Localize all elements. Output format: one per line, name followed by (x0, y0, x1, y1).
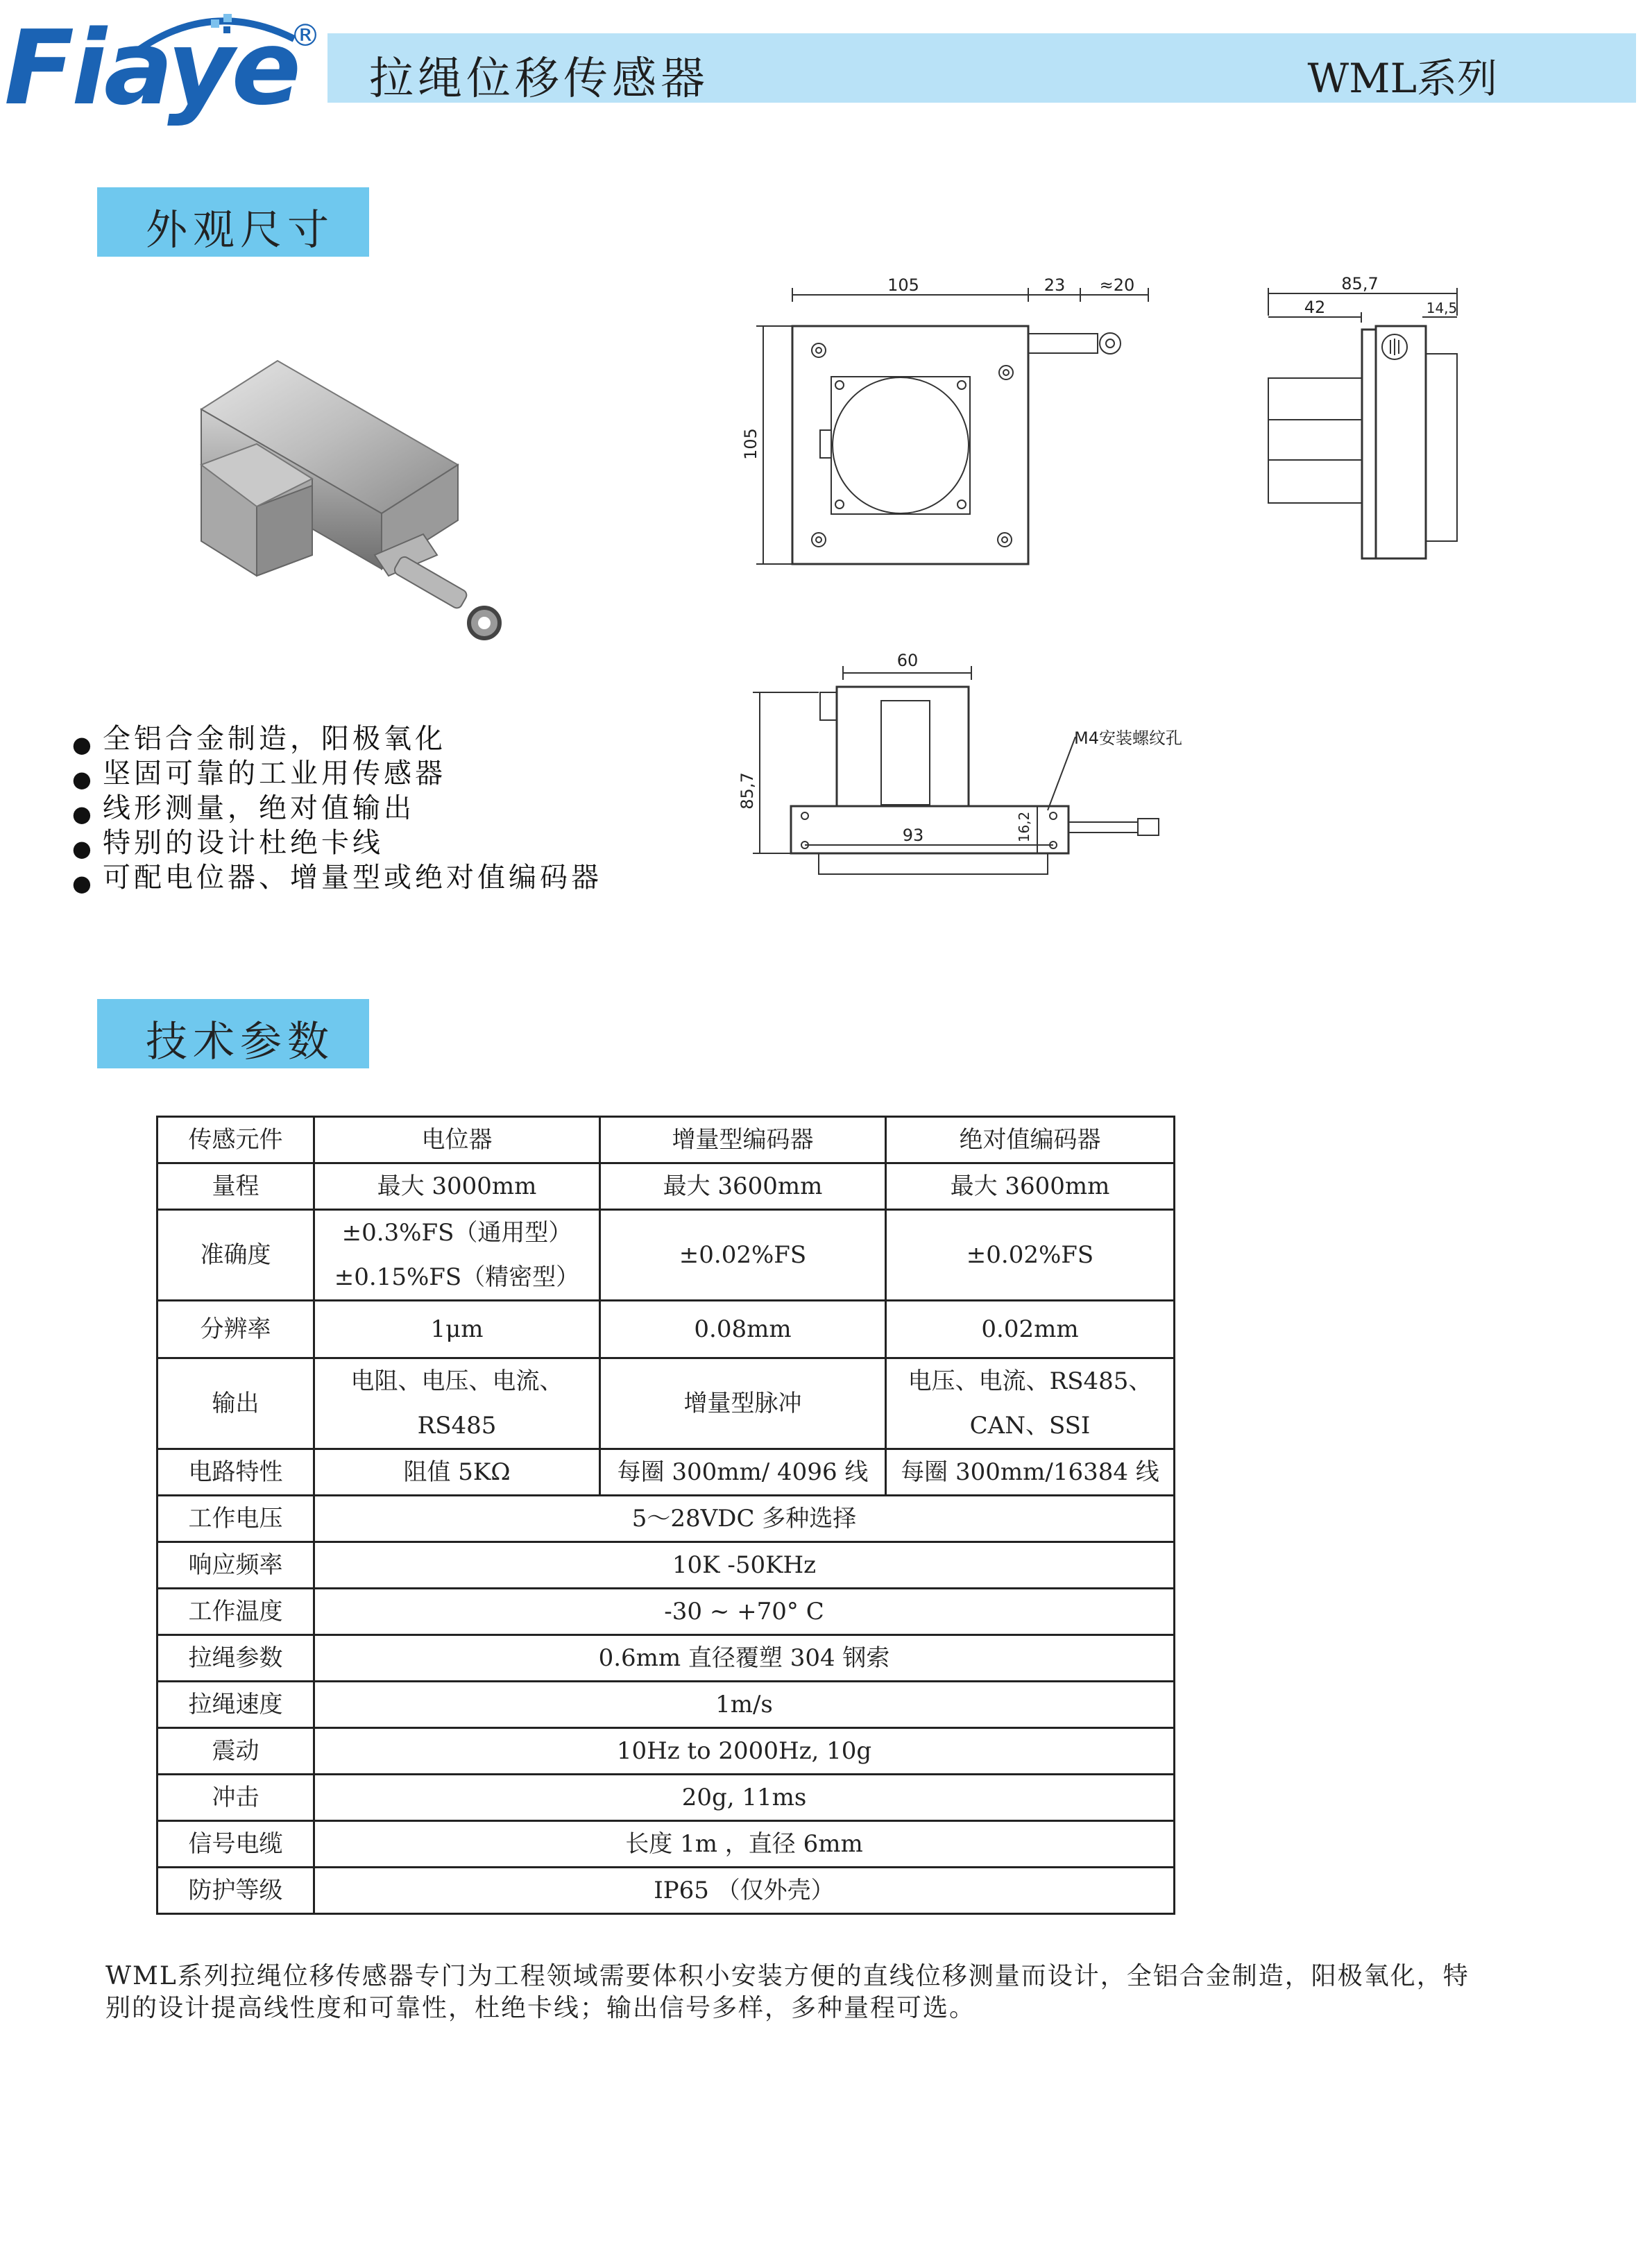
table-cell: 10K -50KHz (314, 1542, 1175, 1589)
table-row (157, 1728, 1175, 1775)
section-title-specs: 技术参数 (146, 1018, 334, 1066)
table-header-cell: 传感元件 (157, 1117, 314, 1163)
product-photo (173, 347, 548, 666)
row-label: 准确度 (157, 1210, 314, 1301)
list-item: ● 线形测量，绝对值输出 (72, 791, 602, 826)
row-label: 拉绳速度 (157, 1682, 314, 1728)
section-title-dimensions: 外观尺寸 (146, 206, 334, 255)
table-row (157, 1449, 1175, 1496)
table-header-cell: 增量型编码器 (600, 1117, 886, 1163)
table-row (157, 1868, 1175, 1914)
table-cell: 每圈 300mm/16384 线 (886, 1449, 1175, 1496)
front-view-drawing (742, 274, 1159, 579)
dim-front-height: 105 (741, 428, 760, 460)
section-tag-dimensions (97, 187, 369, 257)
row-label: 分辨率 (157, 1301, 314, 1358)
table-cell: 增量型脉冲 (600, 1358, 886, 1449)
bullet-icon: ● (72, 835, 95, 862)
dim-offset: 16,2 (1016, 811, 1032, 843)
dim-side-total: 85,7 (1341, 274, 1379, 293)
table-cell: 阻值 5KΩ (314, 1449, 600, 1496)
row-label: 震动 (157, 1728, 314, 1775)
row-label: 冲击 (157, 1775, 314, 1821)
table-cell: 1μm (314, 1301, 600, 1358)
table-row (157, 1163, 1175, 1210)
table-header-row (157, 1117, 1175, 1163)
table-row (157, 1210, 1175, 1301)
table-cell: 10Hz to 2000Hz, 10g (314, 1728, 1175, 1775)
table-cell: 20g, 11ms (314, 1775, 1175, 1821)
table-row (157, 1635, 1175, 1682)
page-title: 拉绳位移传感器 (369, 53, 709, 105)
table-cell: 长度 1m ，直径 6mm (314, 1821, 1175, 1868)
row-label: 工作电压 (157, 1496, 314, 1542)
table-row (157, 1301, 1175, 1358)
dim-front-rope: 23 (1044, 275, 1066, 295)
row-label: 信号电缆 (157, 1821, 314, 1868)
mount-hole-label: M4安装螺纹孔 (1074, 728, 1182, 748)
title-bar (327, 33, 1636, 103)
table-cell: ±0.02%FS (600, 1210, 886, 1301)
dim-front-width: 105 (887, 275, 919, 295)
list-item: ● 可配电位器、增量型或绝对值编码器 (72, 860, 602, 895)
table-cell: 1m/s (314, 1682, 1175, 1728)
table-row (157, 1775, 1175, 1821)
series-label: WML系列 (1307, 55, 1497, 102)
table-cell: 电阻、电压、电流、 RS485 (314, 1358, 600, 1449)
table-cell: 0.02mm (886, 1301, 1175, 1358)
row-label: 输出 (157, 1358, 314, 1449)
brand-logo (4, 4, 323, 128)
list-item: ● 全铝合金制造，阳极氧化 (72, 722, 602, 756)
bullet-icon: ● (72, 731, 95, 758)
table-row (157, 1589, 1175, 1635)
table-cell: 0.6mm 直径覆塑 304 钢索 (314, 1635, 1175, 1682)
feature-list (72, 722, 602, 895)
bottom-view-drawing (738, 645, 1182, 895)
table-row (157, 1358, 1175, 1449)
row-label: 量程 (157, 1163, 314, 1210)
product-description: WML系列拉绳位移传感器专门为工程领域需要体积小安装方便的直线位移测量而设计，全铝合金制造，阳极氧化，特别的设计提高线性度和可靠性，杜绝卡线；输出信号多样，多种量程可选。 (105, 1962, 1470, 2022)
row-label: 工作温度 (157, 1589, 314, 1635)
row-label: 拉绳参数 (157, 1635, 314, 1682)
table-row (157, 1682, 1175, 1728)
table-row (157, 1821, 1175, 1868)
table-cell: ±0.02%FS (886, 1210, 1175, 1301)
table-cell: -30 ~ +70° C (314, 1589, 1175, 1635)
table-cell: 最大 3600mm (600, 1163, 886, 1210)
list-item: ● 坚固可靠的工业用传感器 (72, 756, 602, 791)
row-label: 防护等级 (157, 1868, 314, 1914)
table-header-cell: 绝对值编码器 (886, 1117, 1175, 1163)
dim-side-cap: 14,5 (1426, 300, 1458, 316)
table-cell: 最大 3000mm (314, 1163, 600, 1210)
table-cell: IP65 （仅外壳） (314, 1868, 1175, 1914)
dim-bottom-width: 60 (896, 651, 919, 670)
table-cell: 每圈 300mm/ 4096 线 (600, 1449, 886, 1496)
table-row (157, 1542, 1175, 1589)
dim-front-eyelet: ≈20 (1099, 275, 1135, 295)
row-label: 电路特性 (157, 1449, 314, 1496)
spec-table (156, 1116, 1175, 1915)
table-cell: 电压、电流、RS485、 CAN、SSI (886, 1358, 1175, 1449)
dim-hole-spacing: 93 (902, 826, 924, 845)
table-header-cell: 电位器 (314, 1117, 600, 1163)
table-cell: ±0.3%FS（通用型） ±0.15%FS（精密型） (314, 1210, 600, 1301)
bullet-icon: ● (72, 801, 95, 827)
section-tag-specs (97, 999, 369, 1068)
dim-bottom-height: 85,7 (738, 772, 757, 810)
list-item: ● 特别的设计杜绝卡线 (72, 826, 602, 860)
table-cell: 最大 3600mm (886, 1163, 1175, 1210)
table-cell: 0.08mm (600, 1301, 886, 1358)
side-view-drawing (1256, 274, 1485, 579)
registered-mark: ® (290, 18, 321, 53)
table-row (157, 1496, 1175, 1542)
table-cell: 5～28VDC 多种选择 (314, 1496, 1175, 1542)
bullet-icon: ● (72, 766, 95, 792)
logo-wordmark: Fiaye (4, 8, 298, 128)
bullet-icon: ● (72, 870, 95, 896)
row-label: 响应频率 (157, 1542, 314, 1589)
dim-side-body: 42 (1304, 298, 1326, 317)
